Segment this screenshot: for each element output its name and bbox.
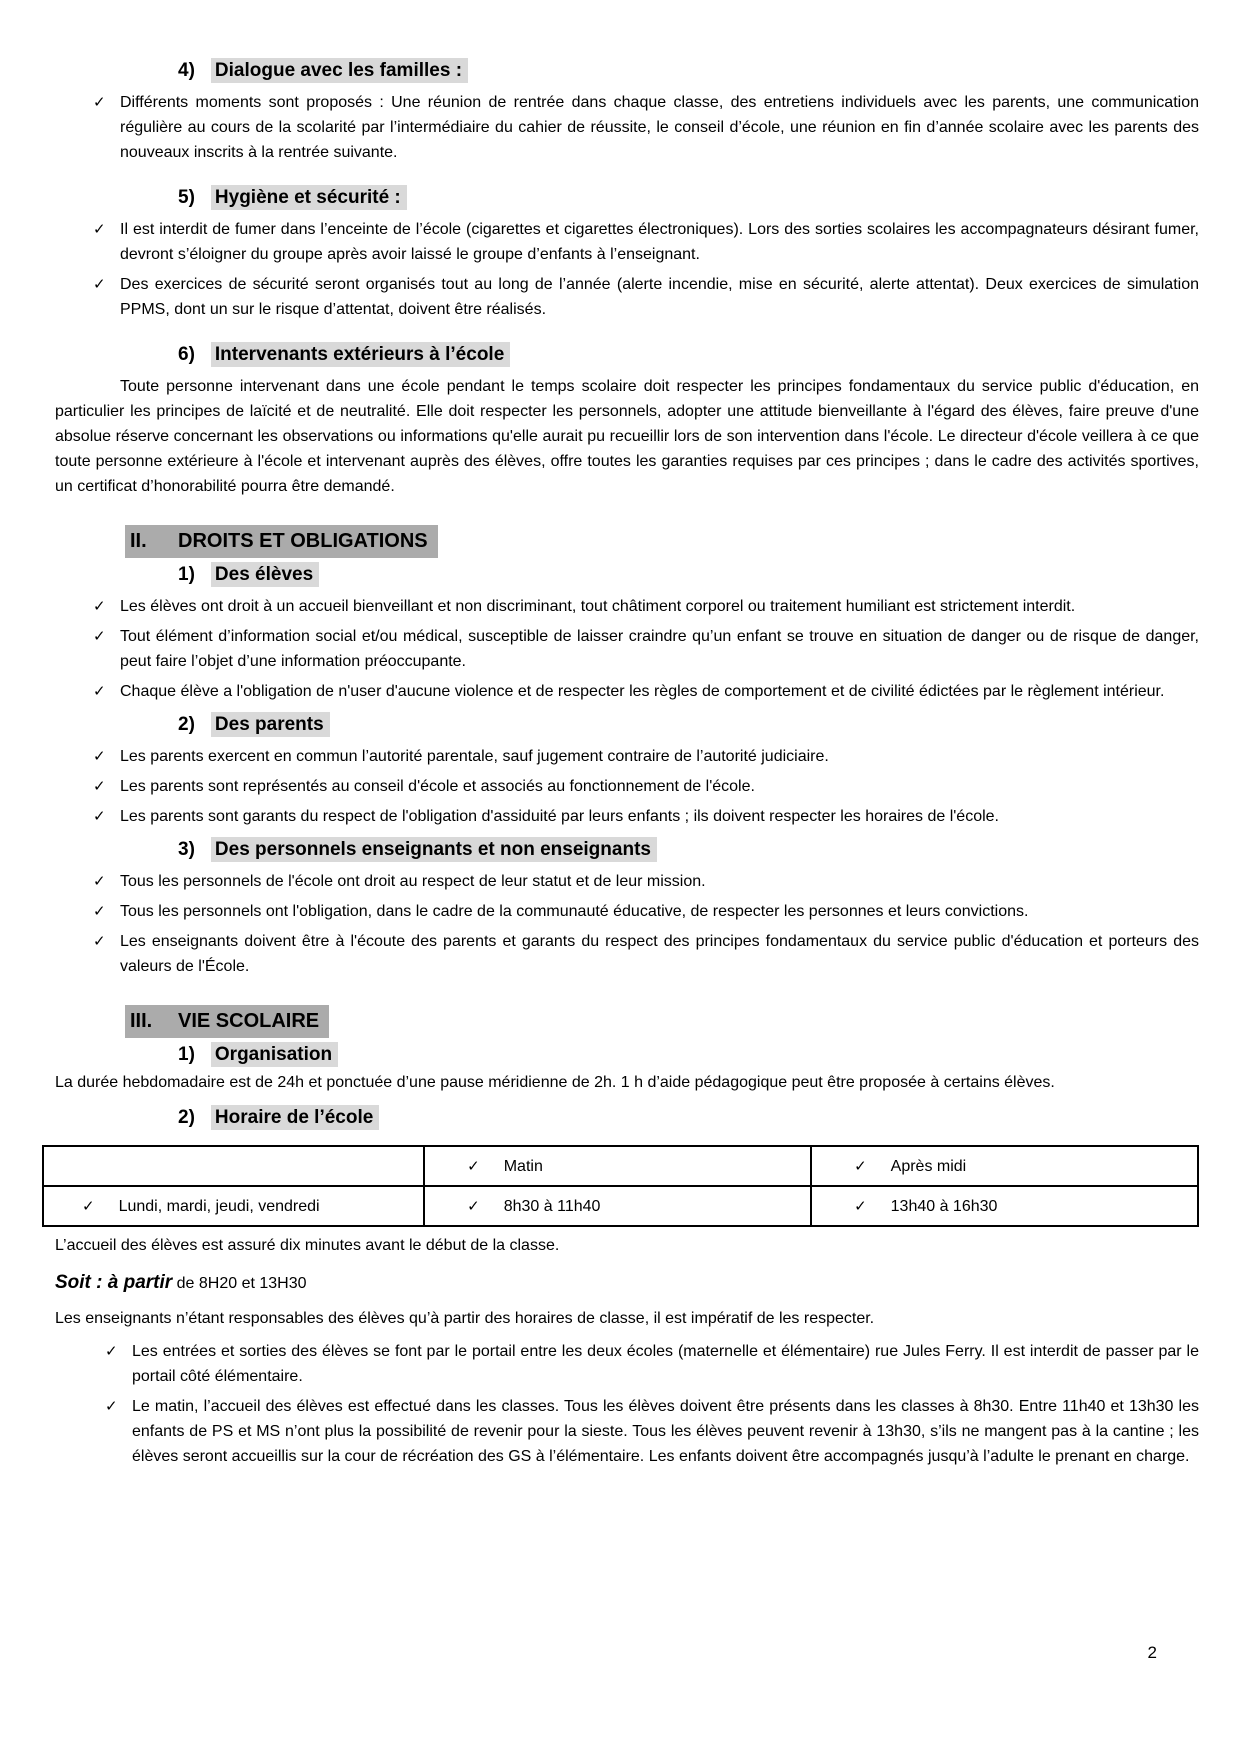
bullet-text: Différents moments sont proposés : Une réunion de rentrée dans chaque classe, des entretiens individuels avec les parents, une communication régulière au cours de la scolarité par l’intermédiaire du cahier de réussite, le conseil d’école, une réunion en fin d’année scolaire avec les parents des nouveaux inscrits à la rentrée suivante. bbox=[120, 94, 1199, 161]
heading-number: III. bbox=[130, 1010, 153, 1032]
checkmark-icon: ✓ bbox=[467, 1197, 480, 1215]
checkmark-icon: ✓ bbox=[93, 598, 106, 615]
heading-title: Horaire de l’école bbox=[211, 1105, 379, 1130]
bullet-text: Les parents sont garants du respect de l'obligation d'assiduité par leurs enfants ; ils doivent respecter les horaires de l'école. bbox=[120, 808, 999, 825]
heading-title: DROITS ET OBLIGATIONS bbox=[178, 530, 428, 552]
bullet-text: Tous les personnels ont l'obligation, dans le cadre de la communauté éducative, de respecter les personnes et leurs convictions. bbox=[120, 903, 1029, 920]
heading-III-1-organisation bbox=[178, 1042, 1199, 1068]
bullet-item bbox=[93, 624, 1199, 674]
checkmark-icon: ✓ bbox=[93, 933, 106, 950]
bullet-text: Les entrées et sorties des élèves se font par le portail entre les deux écoles (maternelle et élémentaire) rue Jules Ferry. Il est interdit de passer par le portail côté élémentaire. bbox=[132, 1343, 1199, 1385]
bullet-text: Tous les personnels de l'école ont droit au respect de leur statut et de leur mission. bbox=[120, 873, 706, 890]
heading-6-intervenants-exterieurs bbox=[178, 342, 1199, 368]
heading-number: 1) bbox=[178, 564, 195, 585]
heading-title: Intervenants extérieurs à l’école bbox=[211, 342, 510, 367]
bullet-item bbox=[93, 217, 1199, 267]
bullet-text: Les parents exercent en commun l’autorité parentale, sauf jugement contraire de l’autorité judiciaire. bbox=[120, 748, 829, 765]
bullet-text: Il est interdit de fumer dans l’enceinte de l’école (cigarettes et cigarettes électroniques). Lors des sorties scolaires les accompagnateurs désirant fumer, devront s’éloigner du groupe après avoir laissé le groupe d’enfants à l’enseignant. bbox=[120, 221, 1199, 263]
bullet-item bbox=[93, 804, 1199, 829]
paragraph-responsables: Les enseignants n’étant responsables des élèves qu’à partir des horaires de classe, il est impératif de les respecter. bbox=[55, 1310, 875, 1327]
soit-rest: de 8H20 et 13H30 bbox=[172, 1275, 307, 1292]
heading-number: 5) bbox=[178, 187, 195, 208]
heading-title: VIE SCOLAIRE bbox=[178, 1010, 320, 1032]
checkmark-icon: ✓ bbox=[93, 276, 106, 293]
bullet-item bbox=[93, 679, 1199, 704]
heading-title: Des parents bbox=[211, 712, 330, 737]
checkmark-icon: ✓ bbox=[93, 748, 106, 765]
checkmark-icon: ✓ bbox=[93, 903, 106, 920]
heading-4-dialogue-familles bbox=[178, 58, 1199, 84]
table-cell-horaire-matin bbox=[424, 1186, 811, 1226]
checkmark-icon: ✓ bbox=[467, 1157, 480, 1175]
heading-number: 4) bbox=[178, 60, 195, 81]
bullet-item bbox=[93, 899, 1199, 924]
bullet-text: Les parents sont représentés au conseil d'école et associés au fonctionnement de l'école. bbox=[120, 778, 755, 795]
heading-title: Des élèves bbox=[211, 562, 319, 587]
heading-II-droits-obligations bbox=[125, 525, 1199, 558]
checkmark-icon: ✓ bbox=[854, 1197, 867, 1215]
bullet-item bbox=[105, 1394, 1199, 1469]
bullet-item bbox=[93, 744, 1199, 769]
heading-title: Organisation bbox=[211, 1042, 338, 1067]
bullet-item bbox=[93, 272, 1199, 322]
cell-text: Après midi bbox=[890, 1157, 967, 1175]
heading-highlight bbox=[125, 525, 438, 558]
checkmark-icon: ✓ bbox=[854, 1157, 867, 1175]
bullet-item bbox=[93, 594, 1199, 619]
bullet-item bbox=[93, 90, 1199, 165]
soit-line bbox=[55, 1270, 1199, 1296]
checkmark-icon: ✓ bbox=[105, 1398, 118, 1415]
heading-number: 2) bbox=[178, 1107, 195, 1128]
table-header-cell-matin bbox=[424, 1146, 811, 1186]
horaires-table bbox=[42, 1145, 1199, 1227]
bullet-text: Chaque élève a l'obligation de n'user d'aucune violence et de respecter les règles de comportement et de civilité édictées par le règlement intérieur. bbox=[120, 683, 1165, 700]
bullet-item bbox=[93, 774, 1199, 799]
heading-III-2-horaire bbox=[178, 1105, 1199, 1131]
checkmark-icon: ✓ bbox=[93, 778, 106, 795]
checkmark-icon: ✓ bbox=[82, 1197, 95, 1215]
checkmark-icon: ✓ bbox=[105, 1343, 118, 1360]
heading-number: 2) bbox=[178, 714, 195, 735]
paragraph-organisation: La durée hebdomadaire est de 24h et ponctuée d’une pause méridienne de 2h. 1 h d’aide pédagogique peut être proposée à certains élèves. bbox=[55, 1074, 1055, 1091]
soit-bold-italic: Soit : à partir bbox=[55, 1272, 173, 1293]
heading-title: Des personnels enseignants et non enseignants bbox=[211, 837, 657, 862]
heading-II-2-des-parents bbox=[178, 712, 1199, 738]
heading-5-hygiene-securite bbox=[178, 185, 1199, 211]
bullet-item bbox=[93, 869, 1199, 894]
heading-number: 3) bbox=[178, 839, 195, 860]
checkmark-icon: ✓ bbox=[93, 221, 106, 238]
table-header-cell-apres-midi bbox=[811, 1146, 1198, 1186]
heading-title: Dialogue avec les familles : bbox=[211, 58, 468, 83]
bullet-item bbox=[105, 1339, 1199, 1389]
checkmark-icon: ✓ bbox=[93, 628, 106, 645]
heading-number: 6) bbox=[178, 344, 195, 365]
bullet-text: Les élèves ont droit à un accueil bienveillant et non discriminant, tout châtiment corporel ou traitement humiliant est strictement interdit. bbox=[120, 598, 1076, 615]
heading-title: Hygiène et sécurité : bbox=[211, 185, 407, 210]
heading-III-vie-scolaire bbox=[125, 1005, 1199, 1038]
cell-text: 8h30 à 11h40 bbox=[503, 1197, 601, 1215]
heading-number: 1) bbox=[178, 1044, 195, 1065]
table-cell-horaire-apres-midi bbox=[811, 1186, 1198, 1226]
checkmark-icon: ✓ bbox=[93, 873, 106, 890]
bullet-text: Des exercices de sécurité seront organisés tout au long de l’année (alerte incendie, mise en sécurité, alerte attentat). Deux exercices de simulation PPMS, dont un sur le risque d’attentat, doivent être réalisés. bbox=[120, 276, 1199, 318]
table-cell-empty bbox=[43, 1146, 424, 1186]
bullet-text: Le matin, l’accueil des élèves est effectué dans les classes. Tous les élèves doivent être présents dans les classes à 8h30. Entre 11h40 et 13h30 les enfants de PS et MS n’ont plus la possibilité de revenir pour la sieste. Tous les élèves peuvent revenir à 13h30, s’ils ne mangent pas à la cantine ; les élèves seront accueillis sur la cour de récréation des GS à l’élémentaire. Les enfants doivent être accompagnés jusqu’à l’adulte le prenant en charge. bbox=[132, 1398, 1199, 1465]
heading-highlight bbox=[125, 1005, 329, 1038]
checkmark-icon: ✓ bbox=[93, 94, 106, 111]
checkmark-icon: ✓ bbox=[93, 683, 106, 700]
page-number: 2 bbox=[1147, 1643, 1157, 1662]
cell-text: Matin bbox=[503, 1157, 543, 1175]
bullet-text: Tout élément d’information social et/ou médical, susceptible de laisser craindre qu’un enfant se trouve en situation de danger ou de risque de danger, peut faire l’objet d’une information préoccupante. bbox=[120, 628, 1199, 670]
bullet-text: Les enseignants doivent être à l'écoute des parents et garants du respect des principes fondamentaux du service public d'éducation et porteurs des valeurs de l'École. bbox=[120, 933, 1199, 975]
heading-number: II. bbox=[130, 530, 147, 552]
table-header-row bbox=[43, 1146, 1198, 1186]
paragraph-accueil: L’accueil des élèves est assuré dix minutes avant le début de la classe. bbox=[55, 1237, 560, 1254]
checkmark-icon: ✓ bbox=[93, 808, 106, 825]
paragraph-intervenants: Toute personne intervenant dans une école pendant le temps scolaire doit respecter les principes fondamentaux du service public d'éducation, en particulier les principes de laïcité et de neutralité. Elle doit respecter les personnels, adopter une attitude bienveillante à l'égard des élèves, faire preuve d'une absolue réserve concernant les observations ou informations qu'elle aurait pu recueillir lors de son intervention dans l'école. Le directeur d'école veillera à ce que toute personne extérieure à l'école et intervenant auprès des élèves, offre toutes les garanties requises par ces principes ; dans le cadre des activités sportives, un certificat d’honorabilité pourra être demandé. bbox=[55, 378, 1199, 495]
heading-II-3-personnels bbox=[178, 837, 1199, 863]
heading-II-1-des-eleves bbox=[178, 562, 1199, 588]
table-data-row bbox=[43, 1186, 1198, 1226]
bullet-item bbox=[93, 929, 1199, 979]
cell-text: Lundi, mardi, jeudi, vendredi bbox=[118, 1197, 320, 1215]
table-cell-jours bbox=[43, 1186, 424, 1226]
cell-text: 13h40 à 16h30 bbox=[890, 1197, 998, 1215]
